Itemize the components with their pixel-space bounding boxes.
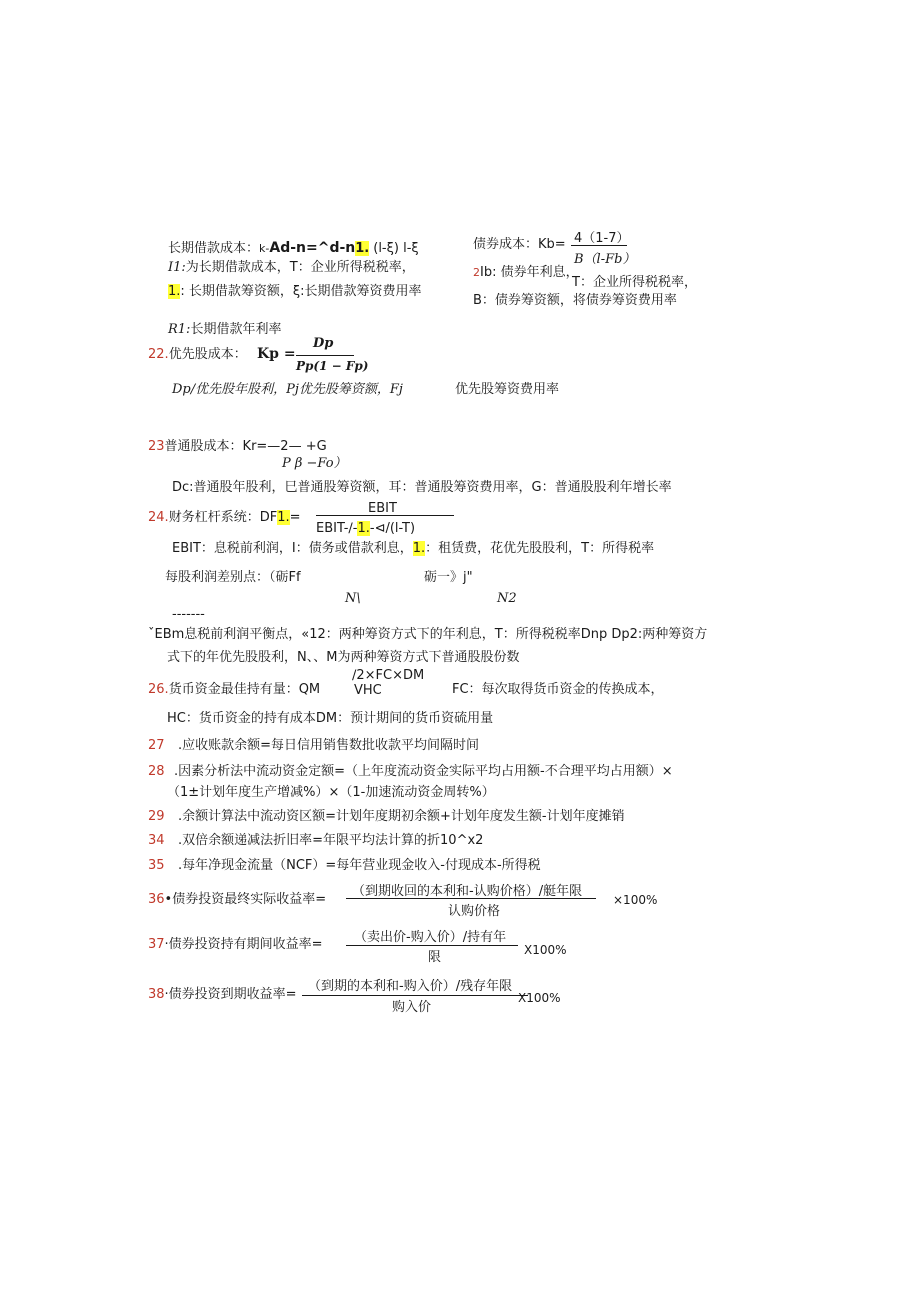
- leverage-den-b: -⊲/(l-T): [369, 521, 416, 536]
- common-label: 普通股成本：Kr=—2— +G: [164, 439, 327, 454]
- preferred-desc-1: Dp/优先股年股利，Pj优先股筹资额，Fj: [172, 382, 403, 397]
- cash-frac-top: ∕2×FC×DM: [352, 668, 425, 683]
- bond-cost-desc-text-1: Ib: 债券年利息，: [480, 265, 579, 280]
- bond36-fraction-bar: [346, 898, 596, 899]
- list-item-text: .应收账款余额=每日信用销售数批收款平均间隔时间: [178, 738, 480, 753]
- leverage-numerator: EBIT: [368, 501, 397, 516]
- bond37-label: ·债券投资持有期间收益率=: [164, 937, 323, 952]
- common-desc: Dc:普通股年股利，巳普通股筹资额，耳：普通股筹资费用率，G：普通股股利年增长率: [172, 480, 672, 495]
- leverage-denominator: [316, 521, 415, 537]
- bond36-mult: ×100%: [613, 893, 658, 907]
- list-item: [148, 764, 673, 780]
- list-item: [148, 858, 541, 874]
- bond-cost-sup: 2: [473, 266, 480, 279]
- loan-cost-desc-text-1: 为长期借款成本，T：企业所得税税率，: [185, 260, 415, 275]
- preferred-fraction-bar: [296, 355, 354, 356]
- leverage-fraction-bar: [316, 515, 454, 516]
- preferred-number: 22.: [148, 347, 169, 362]
- indifference-mid: 砺一》j": [424, 570, 473, 585]
- bond36-label: •债券投资最终实际收益率=: [164, 892, 327, 907]
- list-item-number: 27: [148, 738, 165, 753]
- list-item-text: .每年净现金流量（NCF）=每年营业现金收入-付现成本-所得税: [178, 858, 541, 873]
- leverage-desc-b: ：租赁费，花优先股股利，T：所得税率: [425, 541, 655, 556]
- leverage-highlight-2: 1.: [357, 521, 370, 536]
- preferred-desc-2: 优先股筹资费用率: [455, 382, 560, 397]
- indifference-dashes: -------: [172, 607, 205, 622]
- cash-hc: HC：货币资金的持有成本DM：预计期间的货币资硫用量: [167, 711, 494, 726]
- bond37-mult: X100%: [524, 943, 567, 957]
- indifference-desc-2: 式下的年优先股股利，N、、M为两种筹资方式下普通股股份数: [167, 650, 520, 665]
- loan-cost-sym-i: I1:: [168, 260, 186, 275]
- preferred-numerator: Dp: [313, 336, 334, 351]
- indifference-n1: N\: [345, 591, 361, 606]
- loan-cost-formula: Ad-n=^d-n: [269, 240, 356, 256]
- cash-frac-bot: VHC: [354, 683, 382, 698]
- bond38-denominator: 购入价: [392, 1000, 432, 1015]
- loan-cost-sym-r: R1:: [168, 322, 191, 337]
- list-item-continuation: [167, 785, 495, 801]
- indifference-label: 每股利润差别点：（砺Ff: [165, 570, 301, 585]
- loan-cost-prefix: k-: [259, 242, 270, 255]
- bond36-denominator: 认购价格: [448, 904, 501, 919]
- bond37-denominator: 限: [428, 950, 442, 965]
- bond38-numerator: （到期的本利和-购入价）/残存年限: [308, 979, 513, 994]
- leverage-highlight-1: 1.: [277, 510, 290, 525]
- list-item: [148, 809, 625, 825]
- bond37-number: 37: [148, 937, 165, 952]
- bond37-line: [148, 937, 323, 953]
- cash-label: 货币资金最佳持有量：QM: [168, 682, 321, 697]
- list-item: [148, 833, 483, 849]
- list-item-number: 35: [148, 858, 165, 873]
- common-line: [148, 439, 327, 455]
- loan-cost-desc-highlight: 1.: [168, 284, 181, 299]
- loan-cost-desc-1: [168, 260, 415, 276]
- indifference-n2: N2: [497, 591, 517, 606]
- loan-cost-desc-text-3: 长期借款年利率: [190, 322, 282, 337]
- loan-cost-desc-3: [168, 322, 281, 338]
- bond-cost-label: 债券成本：Kb=: [473, 237, 566, 252]
- preferred-kp: Kp =: [257, 346, 296, 362]
- loan-cost-desc-2: [168, 284, 422, 300]
- bond37-numerator: （卖出价-购入价）/持有年: [354, 930, 507, 945]
- loan-cost-desc-text-2: : 长期借款筹资额，ξ:长期借款筹资费用率: [180, 284, 422, 299]
- preferred-label: 优先股成本：: [168, 347, 247, 362]
- leverage-line: [148, 510, 301, 526]
- list-item-number: 29: [148, 809, 165, 824]
- list-item-text: .余额计算法中流动资区额=计划年度期初余额+计划年度发生额-计划年度摊销: [178, 809, 625, 824]
- loan-cost-highlight: 1.: [355, 241, 370, 256]
- loan-cost-line: [168, 240, 419, 257]
- list-item-text: .双倍余额递减法折旧率=年限平均法计算的折10^x2: [178, 833, 484, 848]
- preferred-denominator: Pp(1 − Fp): [296, 359, 369, 373]
- preferred-line: [148, 347, 247, 363]
- common-number: 23: [148, 439, 165, 454]
- leverage-highlight-3: 1.: [412, 541, 426, 556]
- bond-cost-desc-2: T：企业所得税税率，: [572, 275, 697, 290]
- bond38-mult: X100%: [518, 991, 561, 1005]
- bond37-fraction-bar: [346, 945, 518, 946]
- list-item-number: 34: [148, 833, 165, 848]
- bond36-number: 36: [148, 892, 165, 907]
- list-item-number: 28: [148, 764, 165, 779]
- loan-cost-tail: (l-ξ) l-ξ: [373, 241, 419, 256]
- list-item-text: .因素分析法中流动资金定额=（上年度流动资金实际平均占用额-不合理平均占用额）×: [174, 764, 673, 779]
- leverage-desc: [172, 541, 654, 557]
- bond-cost-desc-3: B：债券筹资额，将债券筹资费用率: [473, 293, 677, 308]
- bond-cost-denominator: B（l-Fb）: [574, 252, 636, 267]
- cash-number: 26.: [148, 682, 169, 697]
- common-sub: P β −Fo）: [282, 456, 347, 471]
- bond38-line: [148, 987, 297, 1003]
- indifference-desc-1: ˇEBm息税前利润平衡点，«12：两种筹资方式下的年利息，T：所得税税率Dnp Dp2:两种筹资方: [148, 627, 708, 642]
- cash-line: [148, 682, 320, 698]
- list-item-text: （1±计划年度生产增减%）×（1-加速流动资金周转%）: [167, 785, 495, 800]
- leverage-den-a: EBIT-∕-: [316, 521, 358, 536]
- bond-cost-fraction-bar: [571, 245, 627, 246]
- bond36-line: [148, 892, 326, 908]
- list-item: [148, 738, 479, 754]
- loan-cost-label: 长期借款成本：: [168, 241, 260, 256]
- bond38-number: 38: [148, 987, 165, 1002]
- leverage-number: 24.: [148, 510, 169, 525]
- bond36-numerator: （到期收回的本利和-认购价格）/艇年限: [352, 884, 583, 899]
- leverage-label: 财务杠杆系统：DF: [168, 510, 278, 525]
- bond38-fraction-bar: [302, 995, 528, 996]
- cash-fc: FC：每次取得货币资金的传换成本，: [452, 682, 664, 697]
- bond38-label: ·债券投资到期收益率=: [164, 987, 297, 1002]
- leverage-desc-a: EBIT：息税前利润，I：债务或借款利息，: [172, 541, 413, 556]
- leverage-eq: =: [289, 510, 301, 525]
- bond-cost-numerator: 4（1-7）: [574, 231, 630, 246]
- bond-cost-desc-1: [473, 265, 579, 281]
